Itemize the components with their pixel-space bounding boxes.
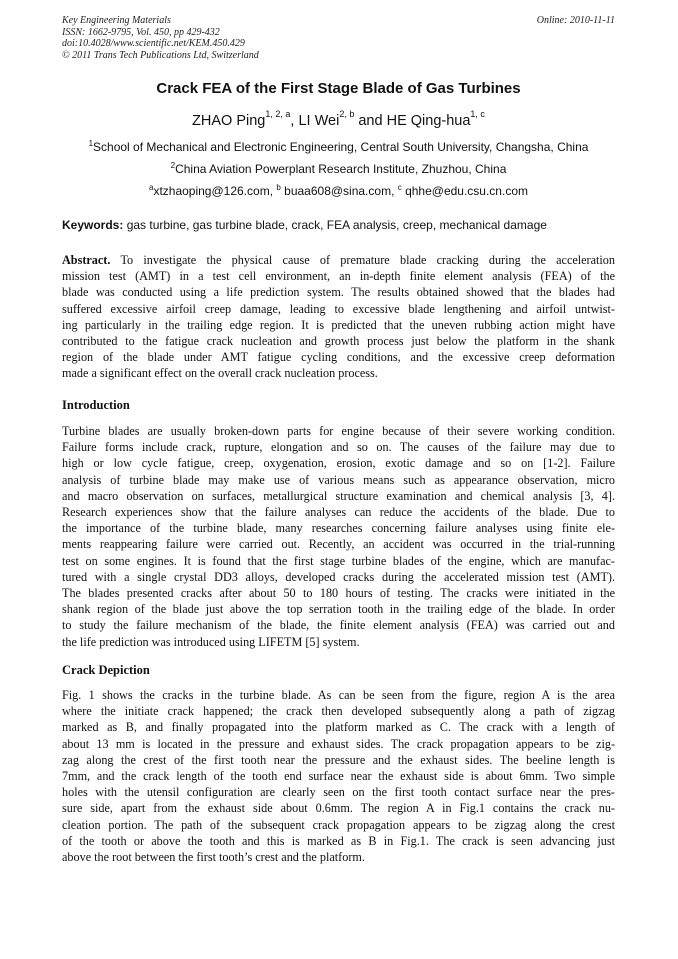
paragraph-line: zag along the crest of the first tooth near the pressure and the exhaust sides. The beeline length is (62, 752, 615, 767)
abstract (62, 252, 615, 382)
paragraph-line: about 13 mm is located in the pressure and exhaust sides. The crack propagation appears to be zig- (62, 736, 615, 751)
affiliation-sup: 2 (170, 161, 176, 170)
section-heading-introduction: Introduction (62, 398, 130, 412)
journal-name: Key Engineering Materials (62, 15, 171, 26)
paragraph-line: Failure forms include crack, rupture, elongation and so on. The causes of the failure may due to (62, 440, 615, 455)
email-sup: c (397, 183, 402, 192)
affiliation-2 (62, 162, 615, 176)
email-text: buaa608@sina.com, (280, 184, 398, 198)
crack-depiction-body (62, 687, 615, 865)
abstract-line: Abstract. To investigate the physical cause of premature blade cracking during the acceleration (62, 253, 615, 267)
paragraph-line: the life prediction was introduced using LIFETM [5] system. (62, 634, 360, 649)
author-name: HE Qing-hua (386, 113, 471, 129)
paragraph-line: Fig. 1 shows the cracks in the turbine blade. As can be seen from the figure, region A is the area (62, 688, 615, 702)
keywords-label: Keywords: (62, 218, 124, 232)
paragraph-line: marked as B, and finally propagated into the platform marked as C. The crack with a length of (62, 720, 615, 735)
affiliation-sup: 1 (88, 139, 94, 148)
paper-title: Crack FEA of the First Stage Blade of Gas Turbines (156, 80, 521, 97)
author-name: ZHAO Ping (192, 113, 266, 129)
paragraph-line: cleation portion. The path of the subsequent crack propagation appears to be zigzag along the crest (62, 817, 615, 832)
author-sup: 1, c (470, 109, 485, 120)
email-text: xtzhaoping@126.com, (153, 184, 277, 198)
email-list (62, 184, 615, 198)
journal-issn: ISSN: 1662-9795, Vol. 450, pp 429-432 (62, 26, 220, 38)
author-sup: 2, b (339, 109, 355, 120)
journal-copyright: © 2011 Trans Tech Publications Ltd, Switzerland (62, 49, 259, 61)
abstract-line: ing particularly in the trailing edge region. It is predicted that the uneven rubbing action might have (62, 317, 615, 332)
online-date: Online: 2010-11-11 (536, 15, 615, 26)
paragraph-line: Research experiences show that the failure analyses can reduce the accidents of the blade. Due to (62, 505, 615, 520)
paragraph-line: holes with the utensil configuration are clearly seen on the first tooth contact surface near the pres- (62, 785, 615, 800)
paragraph-line: high or low cycle fatigue, creep, oxygenation, erosion, exotic damage and so on [1-2]. Failure (62, 456, 615, 471)
journal-doi: doi:10.4028/www.scientific.net/KEM.450.429 (62, 38, 245, 49)
paragraph-line: sure side, apart from the exhaust side about 0.6mm. The region A in Fig.1 contains the crack nu- (62, 801, 615, 816)
paragraph-line: 7mm, and the crack length of the tooth end surface near the exhaust side is about 6mm. Two simple (62, 769, 615, 784)
affiliation-1 (62, 140, 615, 154)
paragraph-line: tured with a single crystal DD3 alloys, developed cracks during the accelerated mission test (AMT). (62, 569, 615, 584)
abstract-label: Abstract. (62, 253, 111, 267)
paragraph-line: Turbine blades are usually broken-down parts for engine because of their severe working condition. (62, 424, 615, 438)
affiliation-text: School of Mechanical and Electronic Engineering, Central South University, Changsha, China (93, 140, 589, 154)
paragraph-line: shank region of the blade just above the top serration tooth in the trailing edge of the blade. In order (62, 602, 615, 617)
paragraph-line: above the root between the first tooth’s crest and the platform. (62, 850, 365, 865)
paragraph-line: and macro observation on surfaces, metallurgical structure examination and chemical analysis [3, 4]. (62, 488, 615, 503)
abstract-line: contributed to the fatigue crack nucleation and growth process just below the platform in the shank (62, 334, 615, 349)
paragraph-line: The blades presented cracks after about 50 to 180 hours of testing. The cracks were initiated in the (62, 586, 615, 601)
keywords-text: gas turbine, gas turbine blade, crack, FEA analysis, creep, mechanical damage (123, 218, 547, 232)
abstract-line: made a significant effect on the overall crack nucleation process. (62, 366, 378, 381)
introduction-body (62, 423, 615, 650)
abstract-line: mission test (AMT) in a test cell environment, an in-depth finite element analysis (FEA) of the (62, 269, 615, 284)
abstract-line: region of the blade under AMT fatigue cycling conditions, and the excessive creep deformation (62, 350, 615, 365)
affiliation-text: China Aviation Powerplant Research Institute, Zhuzhou, China (175, 162, 507, 176)
paragraph-line: where the initiate crack happened; the crack then developed subsequently along a path of zigzag (62, 704, 615, 719)
journal-header (62, 15, 259, 61)
paragraph-line: to study the failure mechanism of the blade, the finite element analysis (FEA) was carried out and (62, 618, 615, 633)
author-name: LI Wei (298, 113, 340, 129)
keywords (62, 218, 615, 232)
abstract-line: blade was conducted using a life prediction system. The results obtained showed that the blades had (62, 285, 615, 300)
section-heading-crack-depiction: Crack Depiction (62, 663, 150, 677)
paragraph-line: ments reappearing failure were carried out. Recently, an accident was occurred in the trial-running (62, 537, 615, 552)
author-separator: and (354, 113, 387, 129)
paragraph-line: the importance of the turbine blade, many researches concerning failure analyses using finite ele- (62, 521, 615, 536)
author-list (62, 109, 615, 129)
author-sup: 1, 2, a (265, 109, 291, 120)
email-text: qhhe@edu.csu.cn.com (401, 184, 528, 198)
paragraph-line: analysis of turbine blade may make use of various means such as appearance observation, micro (62, 472, 615, 487)
email-sup: a (148, 183, 154, 192)
abstract-line: suffered excessive airfoil creep damage, leading to excessive blade lengthening and airfoil untwist- (62, 301, 615, 316)
paragraph-line: of the tooth or above the tooth and this is marked as B in Fig.1. The crack is seen advancing just (62, 833, 615, 848)
email-sup: b (276, 183, 281, 192)
author-separator: , (290, 113, 299, 129)
paragraph-line: test on some engines. It is found that the first stage turbine blades of the engine, which are manufac- (62, 553, 615, 568)
